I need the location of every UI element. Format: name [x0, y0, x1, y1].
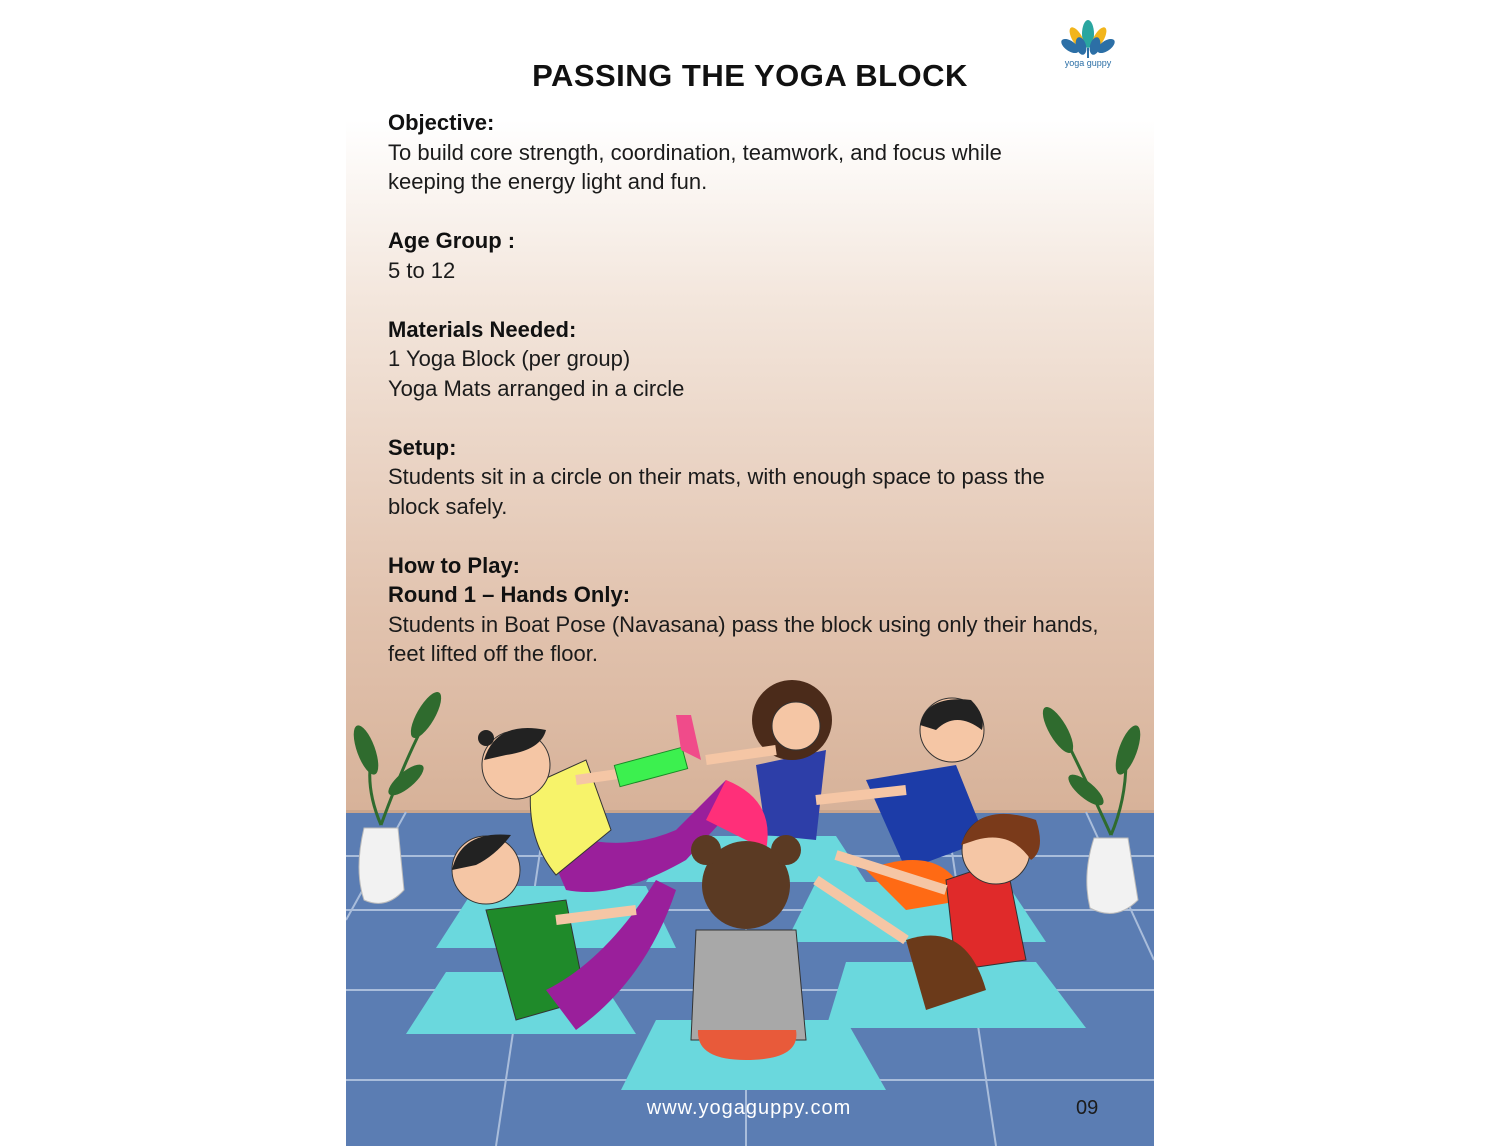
materials-heading: Materials Needed: [388, 316, 577, 342]
how-to-play-line-1: Students in Boat Pose (Navasana) pass the block using only their hands, [388, 611, 1099, 637]
objective-line-1: To build core strength, coordination, teamwork, and focus while [388, 139, 1002, 165]
logo-text: yoga guppy [1064, 58, 1112, 68]
age-group-heading: Age Group : [388, 228, 516, 253]
how-to-play-line-2: feet lifted off the floor. [388, 641, 598, 666]
page-title: PASSING THE YOGA BLOCK [532, 58, 968, 93]
activity-content [388, 108, 1148, 669]
objective-heading: Objective: [388, 110, 495, 135]
page-number: 09 [1076, 1097, 1099, 1119]
document-page [346, 0, 1154, 1146]
objective-line-2: keeping the energy light and fun. [388, 169, 708, 194]
setup-heading: Setup: [388, 434, 457, 460]
materials-line-2: Yoga Mats arranged in a circle [388, 375, 685, 401]
setup-line-2: block safely. [388, 493, 508, 519]
child-curly-hair-blue-dress [706, 680, 832, 850]
round-1-heading: Round 1 – Hands Only: [388, 582, 631, 607]
website-url: www.yogaguppy.com [646, 1097, 852, 1119]
children-boat-pose-circle-illustration [346, 660, 1154, 1146]
how-to-play-heading: How to Play: [388, 552, 521, 578]
age-group-value: 5 to 12 [388, 257, 456, 283]
potted-plant-left [349, 688, 447, 903]
green-yoga-block [614, 747, 687, 786]
setup-line-1: Students sit in a circle on their mats, with enough space to pass the [388, 464, 1045, 489]
potted-plant-right [1037, 703, 1145, 913]
materials-line-1: 1 Yoga Block (per group) [388, 346, 631, 371]
